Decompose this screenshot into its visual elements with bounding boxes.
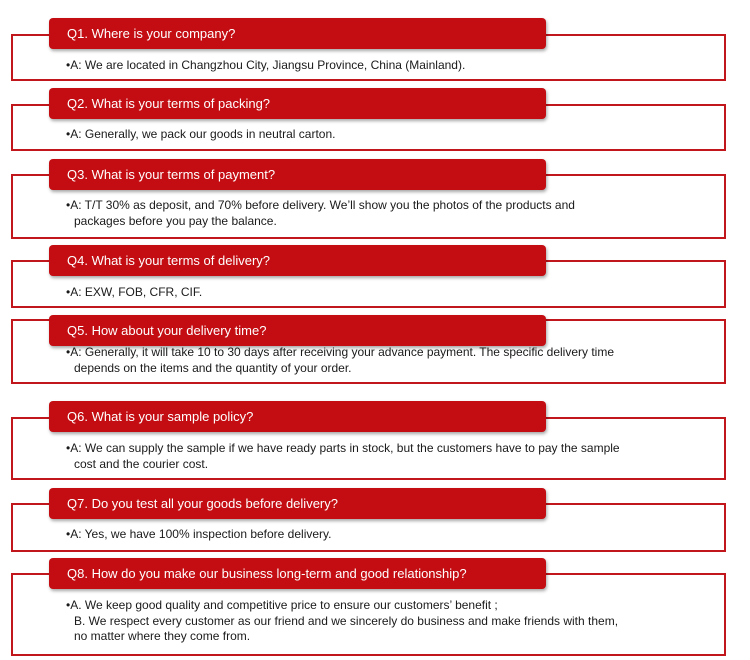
- faq-answer-q3: [66, 198, 706, 229]
- answer-line: •A: We can supply the sample if we have ready parts in stock, but the customers have to pay the sample: [66, 441, 620, 455]
- answer-line: •A: T/T 30% as deposit, and 70% before delivery. We’ll show you the photos of the products and: [66, 198, 575, 212]
- answer-line: B. We respect every customer as our friend and we sincerely do business and make friends with them,: [74, 613, 619, 628]
- answer-line: •A. We keep good quality and competitive price to ensure our customers’ benefit ;: [66, 598, 498, 612]
- faq-question-q6: Q6. What is your sample policy?: [49, 401, 546, 432]
- faq-question-q8: Q8. How do you make our business long-term and good relationship?: [49, 558, 546, 589]
- faq-question-q7: Q7. Do you test all your goods before delivery?: [49, 488, 546, 519]
- answer-line: •A: We are located in Changzhou City, Jiangsu Province, China (Mainland).: [66, 58, 466, 72]
- faq-answer-q8: [66, 598, 706, 645]
- faq-question-q5: Q5. How about your delivery time?: [49, 315, 546, 346]
- answer-line: •A: EXW, FOB, CFR, CIF.: [66, 285, 203, 299]
- faq-answer-q5: [66, 345, 706, 376]
- answer-line: packages before you pay the balance.: [74, 213, 277, 228]
- answer-line: no matter where they come from.: [74, 629, 251, 643]
- answer-line: •A: Yes, we have 100% inspection before delivery.: [66, 527, 332, 541]
- faq-answer-q4: [66, 285, 706, 301]
- answer-line: cost and the courier cost.: [74, 456, 209, 471]
- faq-question-q2: Q2. What is your terms of packing?: [49, 88, 546, 119]
- faq-answer-q1: [66, 58, 706, 74]
- answer-line: •A: Generally, it will take 10 to 30 days after receiving your advance payment. The specific delivery time: [66, 345, 615, 359]
- faq-question-q4: Q4. What is your terms of delivery?: [49, 245, 546, 276]
- faq-answer-q6: [66, 441, 706, 472]
- faq-answer-q7: [66, 527, 706, 543]
- faq-question-q1: Q1. Where is your company?: [49, 18, 546, 49]
- faq-question-q3: Q3. What is your terms of payment?: [49, 159, 546, 190]
- answer-line: depends on the items and the quantity of your order.: [74, 360, 352, 375]
- answer-line: •A: Generally, we pack our goods in neutral carton.: [66, 127, 336, 141]
- faq-answer-q2: [66, 127, 706, 143]
